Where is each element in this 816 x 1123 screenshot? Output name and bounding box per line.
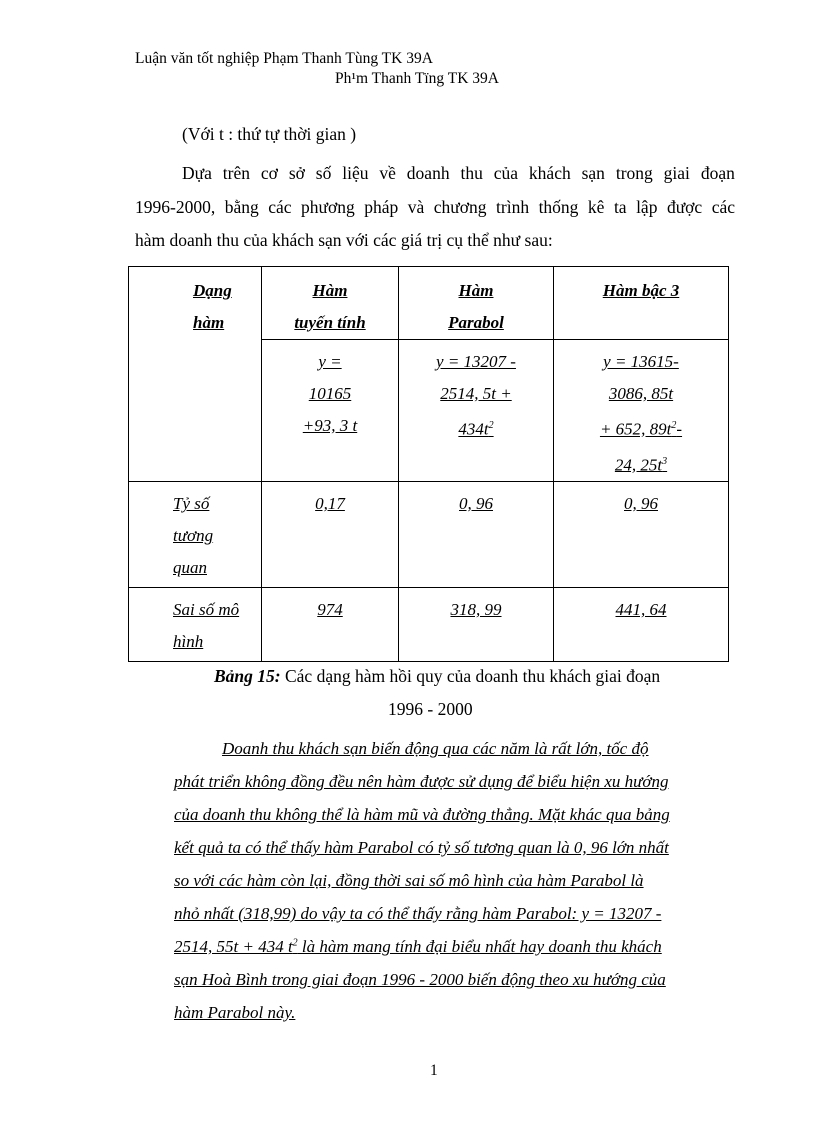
conclusion-line-7: 2514, 55t + 434 $t^2$ là hàm mang tính đại biểu nhất hay doanh thu khách (174, 937, 662, 956)
correlation-linear: 0,17 (262, 482, 399, 588)
intro-line-1: Dựa trên cơ sở số liệu về doanh thu của khách sạn trong giai đoạn (182, 163, 735, 183)
error-parabol: 318, 99 (399, 588, 554, 662)
intro-line-3: hàm doanh thu của khách sạn với các giá trị cụ thể như sau: (135, 230, 553, 250)
conclusion-line-2: phát triển không đồng đều nên hàm được sử dụng để biểu hiện xu hướng (174, 772, 669, 791)
table-header-row (129, 267, 729, 340)
time-note: (Với t : thứ tự thời gian ) (182, 124, 357, 144)
intro-line-2: 1996-2000, bằng các phương pháp và chương trình thống kê ta lập được các (135, 197, 735, 217)
conclusion-line-1: Doanh thu khách sạn biến động qua các năm là rất lớn, tốc độ (222, 739, 649, 758)
conclusion-line-3: của doanh thu không thể là hàm mũ và đường thẳng. Mặt khác qua bảng (174, 805, 670, 824)
conclusion-line-4: kết quả ta có thể thấy hàm Parabol có tỷ số tương quan là 0, 96 lớn nhất (174, 838, 669, 857)
header-line-1: Luận văn tốt nghiệp Phạm Thanh Tùng TK 39A (135, 50, 433, 67)
formula-cubic: y = 13615- 3086, 85t + 652, $89t^2-$ 24, $25t^3$ (554, 340, 729, 482)
formula-parabol: y = 13207 - 2514, 5t + $434t^2$ (399, 340, 554, 482)
header-line-2: Ph¹m Thanh Tïng TK 39A (335, 70, 499, 87)
table-caption (214, 666, 660, 687)
caption-text: Các dạng hàm hồi quy của doanh thu khách giai đoạn (284, 666, 661, 686)
header-cubic: Hàm bậc 3 (554, 267, 729, 340)
correlation-label: Tỷ số tương quan (129, 482, 262, 588)
error-cubic: 441, 64 (554, 588, 729, 662)
conclusion-line-5: so với các hàm còn lại, đồng thời sai số mô hình của hàm Parabol là (174, 871, 644, 890)
regression-table (128, 266, 729, 662)
formula-linear: y = 10165 +93, 3 t (262, 340, 399, 482)
conclusion-line-8: sạn Hoà Bình trong giai đoạn 1996 - 2000 biến động theo xu hướng của (174, 970, 666, 989)
correlation-row (129, 482, 729, 588)
conclusion-line-6: nhỏ nhất (318,99) do vậy ta có thể thấy rằng hàm Parabol: y = 13207 - (174, 904, 662, 923)
error-row (129, 588, 729, 662)
error-label: Sai số mô hình (129, 588, 262, 662)
error-linear: 974 (262, 588, 399, 662)
correlation-cubic: 0, 96 (554, 482, 729, 588)
page-number: 1 (430, 1062, 438, 1079)
caption-label: Bảng 15: (214, 666, 281, 686)
conclusion-line-9: hàm Parabol này. (174, 1003, 296, 1022)
correlation-parabol: 0, 96 (399, 482, 554, 588)
header-function-type: Dạng hàm (129, 267, 262, 482)
caption-years: 1996 - 2000 (388, 699, 473, 719)
header-linear: Hàm tuyến tính (262, 267, 399, 340)
header-parabol: Hàm Parabol (399, 267, 554, 340)
